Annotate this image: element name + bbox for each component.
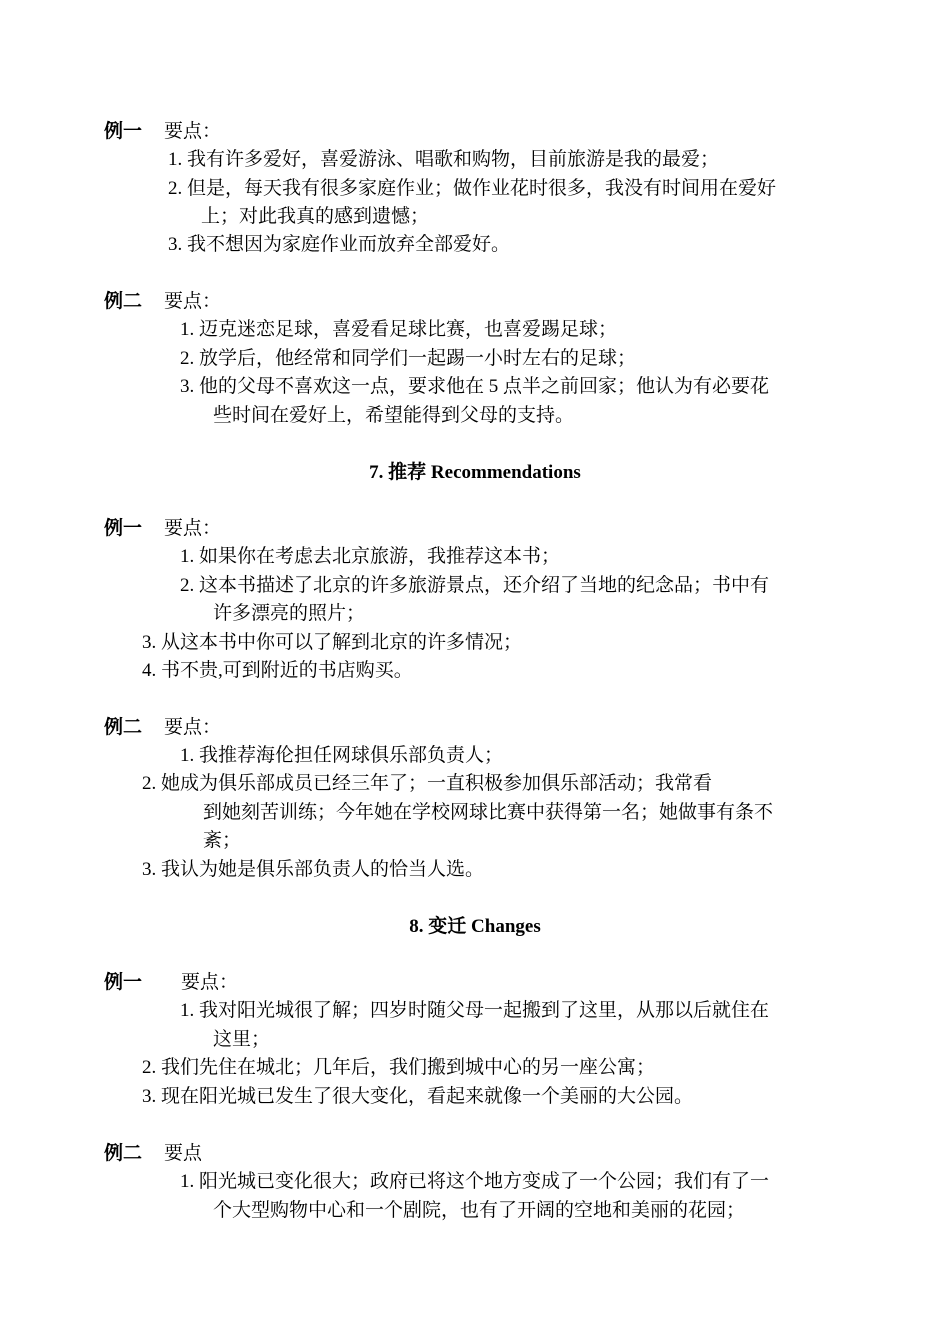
example-label: 例二: [104, 717, 143, 738]
list-item: 2. 这本书描述了北京的许多旅游景点，还介绍了当地的纪念品；书中有: [180, 575, 770, 596]
list-item: 1. 我对阳光城很了解；四岁时随父母一起搬到了这里，从那以后就住在: [180, 1000, 770, 1021]
list-item: 1. 我推荐海伦担任网球俱乐部负责人；: [180, 745, 504, 766]
list-item: 1. 迈克迷恋足球，喜爱看足球比赛，也喜爱踢足球；: [180, 319, 618, 340]
list-item: 1. 如果你在考虑去北京旅游，我推荐这本书；: [180, 546, 561, 567]
example-label: 例二: [104, 291, 143, 312]
example-heading: 要点：: [164, 717, 222, 738]
example-label: 例一: [104, 972, 143, 993]
list-item: 4. 书不贵,可到附近的书店购买。: [142, 660, 413, 681]
list-item: 3. 我不想因为家庭作业而放弃全部爱好。: [168, 234, 511, 255]
list-item-continuation: 这里；: [213, 1029, 271, 1050]
example-heading: 要点：: [164, 291, 222, 312]
list-item: 3. 从这本书中你可以了解到北京的许多情况；: [142, 632, 523, 653]
list-item-continuation: 上；对此我真的感到遗憾；: [201, 206, 430, 227]
example-heading: 要点：: [164, 121, 222, 142]
list-item: 1. 我有许多爱好，喜爱游泳、唱歌和购物，目前旅游是我的最爱；: [168, 149, 720, 170]
list-item-continuation: 到她刻苦训练；今年她在学校网球比赛中获得第一名；她做事有条不: [203, 802, 774, 823]
section-title: 7. 推荐 Recommendations: [369, 462, 581, 483]
list-item: 1. 阳光城已变化很大；政府已将这个地方变成了一个公园；我们有了一: [180, 1171, 770, 1192]
section-title: 8. 变迁 Changes: [409, 916, 541, 937]
example-label: 例二: [104, 1143, 143, 1164]
example-label: 例一: [104, 121, 143, 142]
list-item: 2. 我们先住在城北；几年后，我们搬到城中心的另一座公寓；: [142, 1057, 656, 1078]
list-item: 3. 我认为她是俱乐部负责人的恰当人选。: [142, 859, 485, 880]
list-item-continuation: 许多漂亮的照片；: [213, 603, 366, 624]
list-item-continuation: 紊；: [203, 830, 242, 851]
example-heading: 要点：: [164, 518, 222, 539]
list-item-continuation: 些时间在爱好上，希望能得到父母的支持。: [213, 405, 575, 426]
list-item: 2. 但是，每天我有很多家庭作业；做作业花时很多，我没有时间用在爱好: [168, 178, 777, 199]
example-heading: 要点: [164, 1143, 203, 1164]
example-heading: 要点：: [181, 972, 239, 993]
list-item: 3. 现在阳光城已发生了很大变化，看起来就像一个美丽的大公园。: [142, 1086, 694, 1107]
example-label: 例一: [104, 518, 143, 539]
list-item: 2. 放学后，他经常和同学们一起踢一小时左右的足球；: [180, 348, 637, 369]
list-item: 3. 他的父母不喜欢这一点，要求他在 5 点半之前回家；他认为有必要花: [180, 376, 770, 397]
list-item: 2. 她成为俱乐部成员已经三年了；一直积极参加俱乐部活动；我常看: [142, 773, 713, 794]
list-item-continuation: 个大型购物中心和一个剧院，也有了开阔的空地和美丽的花园；: [213, 1200, 746, 1221]
